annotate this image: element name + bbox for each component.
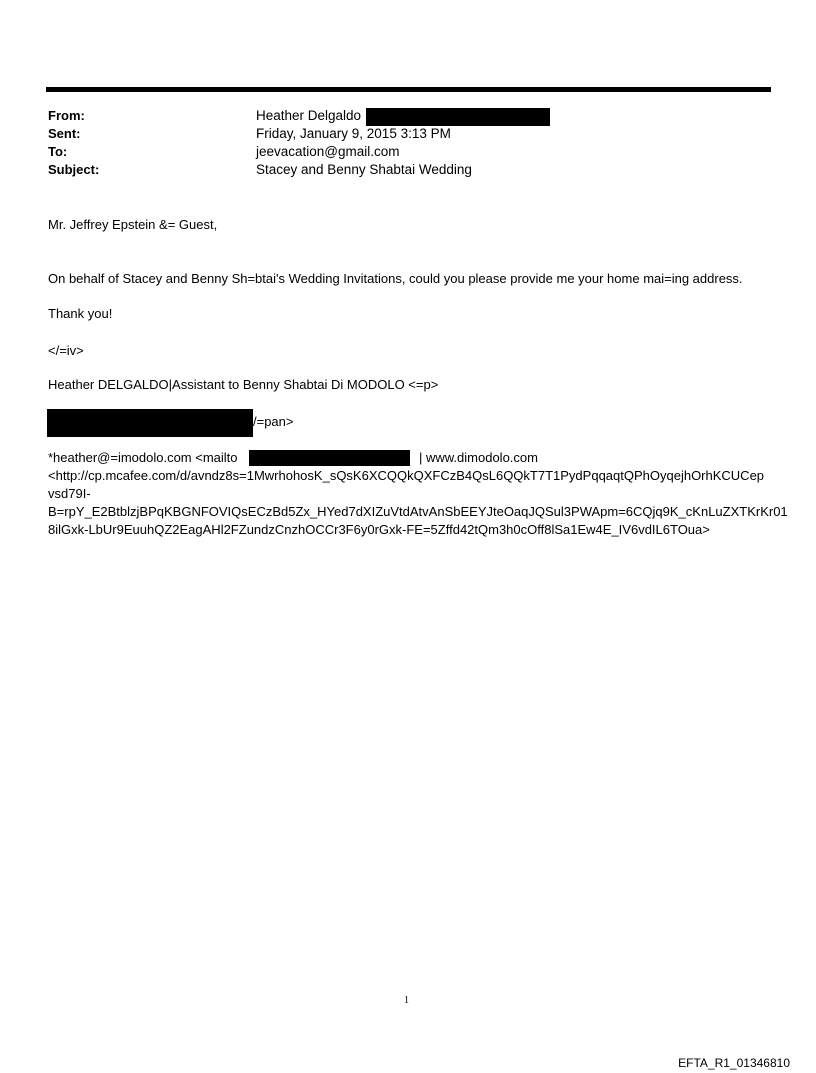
url-line-2: vsd79I- <box>48 486 91 501</box>
redaction-from-email <box>366 108 550 126</box>
from-label: From: <box>48 108 85 123</box>
sent-value: Friday, January 9, 2015 3:13 PM <box>256 126 451 141</box>
signature-line: Heather DELGALDO|Assistant to Benny Shabtai Di MODOLO <=p> <box>48 377 439 392</box>
subject-label: Subject: <box>48 162 100 177</box>
thanks-line: Thank you! <box>48 306 113 321</box>
body-paragraph: On behalf of Stacey and Benny Sh=btai's Wedding Invitations, could you please provide me your home mai=ing address. <box>48 271 743 286</box>
website-text: | www.dimodolo.com <box>419 450 538 465</box>
html-fragment-span: /=pan> <box>253 414 294 429</box>
page-number: 1 <box>404 995 409 1006</box>
to-value: jeevacation@gmail.com <box>256 144 400 159</box>
url-line-1: <http://cp.mcafee.com/d/avndz8s=1MwrhohosK_sQsK6XCQQkQXFCzB4QsL6QQkT7T1PydPqqaqtQPhOyqejhOrhKCUCep <box>48 468 765 483</box>
header-divider <box>46 87 771 92</box>
email-prefix: *heather@=imodolo.com <mailto <box>48 450 238 465</box>
url-line-3: B=rpY_E2BtblzjBPqKBGNFOVIQsECzBd5Zx_HYed7dXIZuVtdAtvAnSbEEYJteOaqJQSul3PWApm=6CQjq9K_cKnLuZXTKrKr01 <box>48 504 788 519</box>
to-label: To: <box>48 144 68 159</box>
redaction-signature <box>47 409 253 437</box>
html-fragment-div: </=iv> <box>48 343 84 358</box>
sent-label: Sent: <box>48 126 81 141</box>
bates-number: EFTA_R1_01346810 <box>678 1056 790 1070</box>
url-line-4: 8ilGxk-LbUr9EuuhQZ2EagAHl2FZundzCnzhOCCr3F6y0rGxk-FE=5Zffd42tQm3h0cOff8lSa1Ew4E_IV6vdIL6TOua> <box>48 522 710 537</box>
subject-value: Stacey and Benny Shabtai Wedding <box>256 162 472 177</box>
from-value: Heather Delgaldo <box>256 108 362 123</box>
redaction-mailto <box>249 450 410 466</box>
salutation: Mr. Jeffrey Epstein &= Guest, <box>48 217 218 232</box>
